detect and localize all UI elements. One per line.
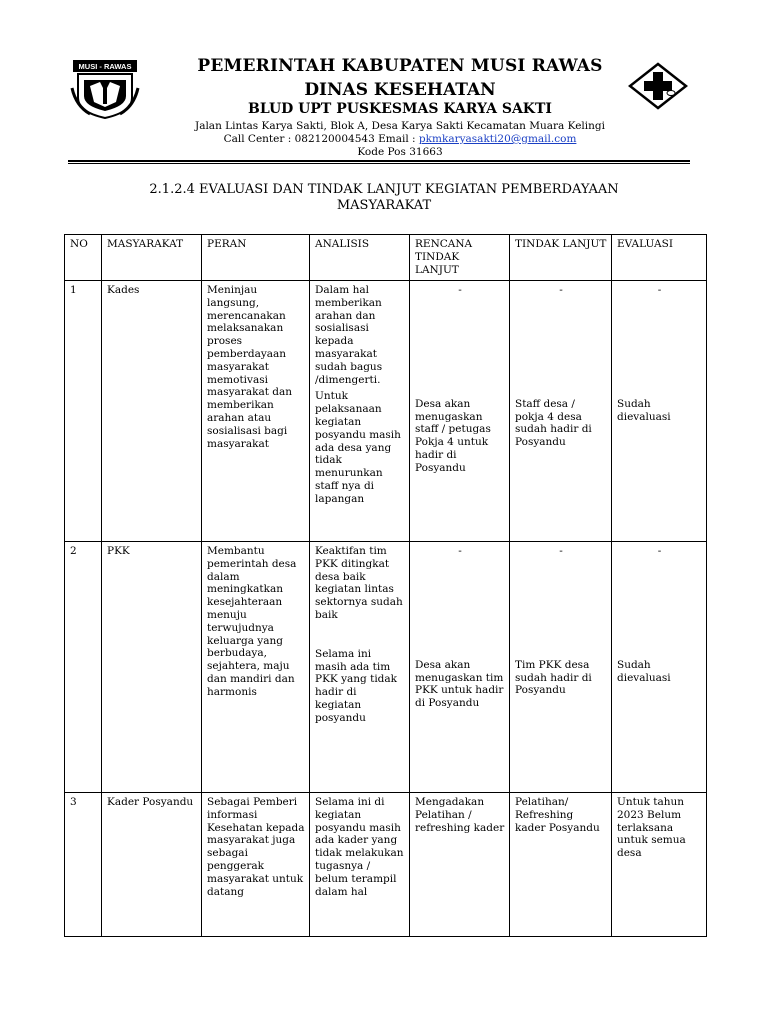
evaluasi-dash: - (657, 545, 662, 557)
cell-tindak: Pelatihan/ Refreshing kader Posyandu (510, 793, 612, 937)
tindak-dash: - (559, 284, 563, 296)
call-center: Call Center : 082120004543 Email : (223, 133, 419, 145)
cell-no: 3 (65, 793, 102, 937)
cell-no: 1 (65, 281, 102, 542)
tindak-text: Tim PKK desa sudah hadir di Posyandu (515, 658, 592, 697)
title-line-1: 2.1.2.4 EVALUASI DAN TINDAK LANJUT KEGIATAN PEMBERDAYAAN (149, 182, 619, 197)
cell-analisis: Selama ini di kegiatan posyandu masih ada kader yang tidak melakukan tugasnya / belum terampil dalam hal (310, 793, 410, 937)
address-block (110, 120, 690, 159)
col-header-tindak: TINDAK LANJUT (510, 235, 612, 281)
header-rule-thin (68, 163, 690, 164)
department-name: DINAS KESEHATAN (304, 80, 496, 100)
table-row (65, 793, 707, 937)
rencana-text: Desa akan menugaskan tim PKK untuk hadir di Posyandu (415, 658, 504, 710)
col-header-no: NO (65, 235, 102, 281)
evaluasi-text: Sudah dievaluasi (617, 397, 671, 423)
unit-name: BLUD UPT PUSKESMAS KARYA SAKTI (248, 101, 552, 117)
cell-masyarakat: Kader Posyandu (102, 793, 202, 937)
cell-evaluasi: Untuk tahun 2023 Belum terlaksana untuk semua desa (612, 793, 707, 937)
cell-evaluasi (612, 542, 707, 793)
postal-code: Kode Pos 31663 (357, 146, 443, 158)
tindak-text: Staff desa / pokja 4 desa sudah hadir di Posyandu (515, 397, 592, 449)
cell-masyarakat: PKK (102, 542, 202, 793)
col-header-masyarakat: MASYARAKAT (102, 235, 202, 281)
analisis-part-2: Untuk pelaksanaan kegiatan posyandu masih ada desa yang tidak menurunkan staff nya di lapangan (315, 390, 401, 505)
col-header-peran: PERAN (202, 235, 310, 281)
government-name: PEMERINTAH KABUPATEN MUSI RAWAS (197, 56, 603, 76)
evaluation-table (64, 234, 707, 937)
evaluasi-text: Sudah dievaluasi (617, 658, 671, 684)
cell-masyarakat: Kades (102, 281, 202, 542)
rencana-text: Desa akan menugaskan staff / petugas Pokja 4 untuk hadir di Posyandu (415, 397, 491, 474)
col-header-rencana: RENCANA TINDAK LANJUT (410, 235, 510, 281)
cell-tindak (510, 542, 612, 793)
contact-line (110, 133, 690, 146)
col-header-analisis: ANALISIS (310, 235, 410, 281)
table-row (65, 281, 707, 542)
header-rule-thick (68, 160, 690, 162)
analisis-part-1: Keaktifan tim PKK ditingkat desa baik kegiatan lintas sektornya sudah baik (315, 545, 403, 621)
cell-rencana (410, 281, 510, 542)
cell-rencana (410, 542, 510, 793)
address-line: Jalan Lintas Karya Sakti, Blok A, Desa Karya Sakti Kecamatan Muara Kelingi (194, 120, 605, 132)
cell-peran: Sebagai Pemberi informasi Kesehatan kepada masyarakat juga sebagai penggerak masyarakat untuk datang (202, 793, 310, 937)
rencana-dash: - (458, 545, 462, 557)
cell-analisis (310, 542, 410, 793)
cell-rencana: Mengadakan Pelatihan / refreshing kader (410, 793, 510, 937)
logo-banner-text: MUSI - RAWAS (78, 62, 132, 71)
email-link[interactable]: pkmkaryasakti20@gmail.com (418, 133, 577, 145)
analisis-part-1: Dalam hal memberikan arahan dan sosialisasi kepada masyarakat sudah bagus /dimengerti. (315, 284, 383, 386)
analisis-part-2: Selama ini masih ada tim PKK yang tidak hadir di kegiatan posyandu (315, 647, 398, 724)
cell-peran: Membantu pemerintah desa dalam meningkatkan kesejahteraan menuju terwujudnya keluarga yang berbudaya, sejahtera, maju dan mandiri dan harmonis (202, 542, 310, 793)
rencana-dash: - (458, 284, 462, 296)
table-row (65, 542, 707, 793)
cell-no: 2 (65, 542, 102, 793)
col-header-evaluasi: EVALUASI (612, 235, 707, 281)
cell-peran: Meninjau langsung, merencanakan melaksanakan proses pemberdayaan masyarakat memotivasi masyarakat dan memberikan arahan atau sosialisasi bagi masyarakat (202, 281, 310, 542)
title-line-2: MASYARAKAT (336, 198, 432, 213)
cell-evaluasi (612, 281, 707, 542)
cell-tindak (510, 281, 612, 542)
tindak-dash: - (559, 545, 563, 557)
table-header-row (65, 235, 707, 281)
document-title (100, 182, 668, 214)
evaluasi-dash: - (657, 284, 662, 296)
cell-analisis (310, 281, 410, 542)
